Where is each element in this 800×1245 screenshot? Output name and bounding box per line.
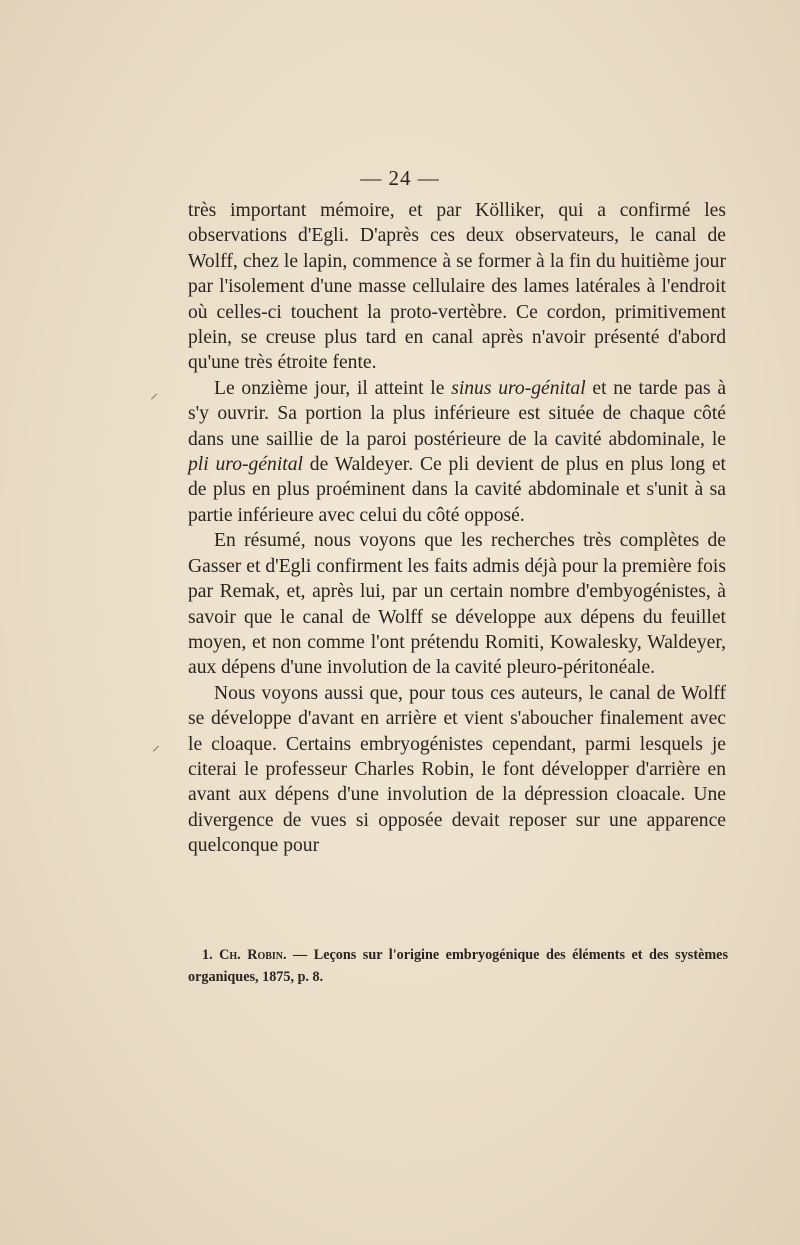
paragraph-1: très important mémoire, et par Kölliker, qui a confirmé les observations d'Egli. D'après ces deux observateurs, le canal de Wolff, chez le lapin, commence à se former à la fin du huitième jour par l'isolement d'une masse cellulaire des lames latérales à l'endroit où celles-ci touchent la proto-vertèbre. Ce cordon, primitivement plein, se creuse plus tard en canal après n'avoir présenté d'abord qu'une très étroite fente.: [188, 200, 726, 374]
paragraph-2-part-c: et ne tarde pas à s'y ouvrir. Sa portion la plus inférieure est située de chaque côté dans une saillie de la paroi postérieure de la cavité abdominale, le: [188, 377, 727, 450]
paragraph-4: Nous voyons aussi que, pour tous ces auteurs, le canal de Wolff se développe d'avant en arrière et vient s'aboucher finalement avec le cloaque. Certains embryogénistes cependant, parmi lesquels je citerai le professeur Charles Robin, le font développer d'arrière en avant aux dépens d'une involution de la dépression cloacale. Une divergence de vues si opposée devait reposer sur une apparence quelconque pour: [188, 682, 726, 857]
footnote-author: Ch. Robin.: [219, 947, 287, 963]
margin-pencil-mark: ⸍: [150, 390, 159, 409]
margin-pencil-mark: ⸍: [152, 742, 161, 761]
footnote-text: — Leçons sur l'origine embryogénique des éléments et des systèmes organiques, 1875, p. 8.: [188, 947, 728, 985]
footnote: [188, 944, 728, 988]
page-number: — 24 —: [360, 166, 440, 190]
italic-term-pli: pli uro-génital: [188, 454, 303, 476]
footnote-number: 1.: [202, 947, 213, 963]
paragraph-2-part-e: de Waldeyer. Ce pli devient de plus en plus long et de plus en plus proéminent dans la cavité abdominale et s'unit à sa partie inférieure avec celui du côté opposé.: [188, 454, 726, 526]
paragraph-2: [188, 376, 726, 528]
paragraph-3: En résumé, nous voyons que les recherches très complètes de Gasser et d'Egli confirment les faits admis déjà pour la première fois par Remak, et, après lui, par un certain nombre d'embyogénistes, à savoir que le canal de Wolff se développe aux dépens du feuillet moyen, et non comme l'ont prétendu Romiti, Kowalesky, Waldeyer, aux dépens d'une involution de la cavité pleuro-péritonéale.: [188, 530, 726, 679]
paragraph-2-part-a: Le onzième jour, il atteint le: [214, 377, 452, 399]
body-text: [188, 198, 726, 859]
italic-term-sinus: sinus uro-génital: [451, 377, 586, 399]
